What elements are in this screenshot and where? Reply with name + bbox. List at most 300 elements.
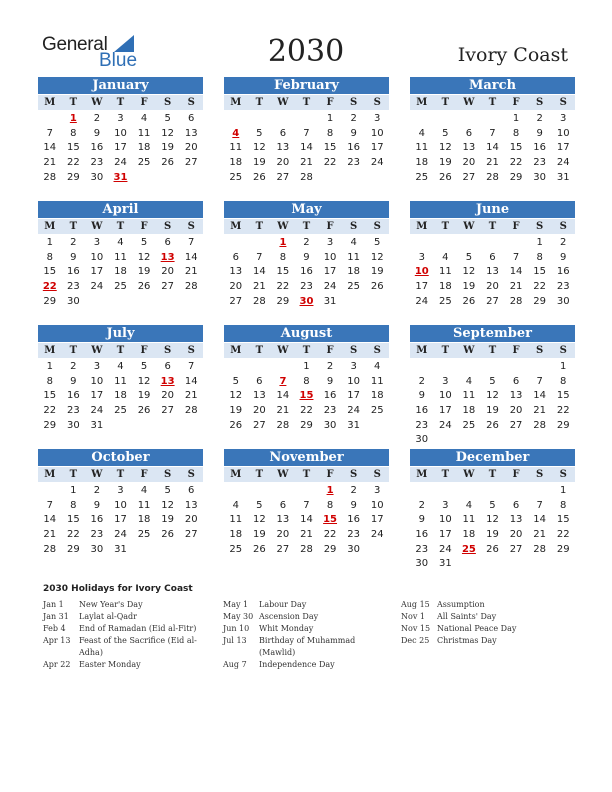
day-cell: 20 (161, 266, 174, 278)
day-cell: 21 (300, 157, 313, 169)
holiday-row (401, 623, 571, 635)
day-cell: 13 (276, 142, 290, 154)
holiday-day-cell: 25 (461, 543, 476, 555)
day-cell: 4 (117, 237, 124, 248)
day-cell: 23 (323, 405, 337, 417)
day-cell: 2 (536, 113, 543, 124)
day-cell: 16 (415, 529, 429, 541)
day-cell: 19 (486, 529, 499, 541)
day-cell: 23 (90, 157, 104, 169)
day-cell: 11 (438, 266, 452, 278)
days-grid (38, 360, 203, 433)
day-cell: 5 (489, 375, 496, 387)
day-cell: 14 (486, 142, 499, 154)
weekday-label: S (164, 469, 172, 480)
day-cell: 19 (486, 405, 499, 417)
day-cell: 28 (300, 543, 313, 555)
weekday-label: S (536, 469, 544, 480)
empty-day-cell (38, 484, 62, 499)
day-cell: 5 (374, 237, 381, 248)
day-cell: 2 (418, 375, 425, 387)
holiday-name: Feast of the Sacrifice (Eid al-Adha) (79, 636, 197, 657)
day-cell: 2 (70, 361, 77, 372)
day-cell: 13 (276, 514, 290, 526)
day-cell: 28 (533, 543, 546, 555)
day-cell: 21 (533, 529, 546, 541)
day-cell: 24 (347, 405, 360, 417)
day-cell: 14 (184, 375, 198, 387)
day-cell: 14 (533, 514, 546, 526)
day-cell: 12 (486, 390, 499, 402)
empty-day-cell (457, 112, 481, 127)
weekday-label: S (164, 221, 172, 232)
holiday-date: Jan 31 (43, 612, 69, 621)
weekday-header-row (410, 467, 575, 482)
weekday-label: S (187, 345, 195, 356)
weekday-label: T (116, 221, 125, 232)
day-cell: 9 (536, 127, 543, 139)
days-grid (410, 112, 575, 185)
day-cell: 25 (114, 405, 127, 417)
day-cell: 22 (300, 405, 313, 417)
weekday-label: T (255, 469, 264, 480)
day-cell: 6 (188, 113, 195, 124)
day-cell: 6 (279, 127, 287, 139)
holiday-row (43, 659, 213, 671)
day-cell: 30 (556, 295, 570, 307)
weekday-label: W (277, 97, 289, 108)
days-grid (38, 236, 203, 309)
holiday-row (223, 611, 393, 623)
day-cell: 10 (323, 251, 337, 263)
day-cell: 29 (323, 543, 337, 555)
month-october (38, 449, 203, 557)
empty-day-cell (410, 236, 434, 251)
day-cell: 17 (90, 266, 104, 278)
day-cell: 10 (438, 514, 452, 526)
weekday-label: S (373, 221, 381, 232)
weekday-label: M (230, 469, 242, 480)
month-february (224, 77, 389, 185)
empty-day-cell (504, 360, 528, 375)
day-cell: 2 (326, 361, 334, 372)
holiday-row (223, 635, 393, 659)
day-cell: 9 (326, 375, 334, 387)
month-may (224, 201, 389, 309)
month-june (410, 201, 575, 309)
holiday-date: Nov 15 (401, 624, 431, 633)
day-cell: 26 (370, 281, 384, 293)
weekday-label: T (488, 345, 497, 356)
weekday-label: M (44, 469, 56, 480)
empty-day-cell (481, 484, 505, 499)
month-header: June (410, 201, 575, 218)
day-cell: 11 (137, 499, 151, 511)
day-cell: 27 (486, 295, 499, 307)
holiday-date: May 1 (223, 600, 249, 609)
holiday-name: Ascension Day (259, 612, 319, 621)
holiday-day-cell: 22 (42, 281, 57, 293)
day-cell: 4 (465, 375, 473, 387)
weekday-label: W (91, 345, 103, 356)
day-cell: 22 (43, 405, 57, 417)
day-cell: 16 (300, 266, 313, 278)
holiday-name: End of Ramadan (Eid al-Fitr) (79, 624, 197, 633)
day-cell: 24 (90, 281, 104, 293)
day-cell: 23 (533, 157, 546, 169)
day-cell: 7 (256, 251, 263, 263)
day-cell: 28 (486, 171, 499, 183)
day-cell: 24 (370, 157, 384, 169)
day-cell: 6 (164, 361, 171, 372)
day-cell: 28 (533, 419, 546, 431)
day-cell: 20 (229, 281, 243, 293)
weekday-label: F (512, 97, 520, 108)
weekday-label: S (187, 469, 195, 480)
day-cell: 25 (229, 543, 243, 555)
weekday-label: S (187, 221, 195, 232)
weekday-label: S (350, 97, 358, 108)
weekday-header-row (224, 467, 389, 482)
weekday-label: T (69, 97, 78, 108)
day-cell: 7 (303, 499, 310, 511)
day-cell: 7 (303, 127, 310, 139)
day-cell: 10 (347, 375, 360, 387)
empty-day-cell (434, 236, 458, 251)
day-cell: 21 (184, 266, 198, 278)
day-cell: 1 (560, 485, 567, 496)
day-cell: 12 (137, 251, 151, 263)
day-cell: 29 (66, 171, 80, 183)
weekday-label: M (416, 97, 428, 108)
weekday-label: T (302, 469, 311, 480)
empty-day-cell (248, 484, 272, 499)
day-cell: 7 (46, 127, 53, 139)
weekday-label: F (140, 345, 148, 356)
day-cell: 17 (370, 142, 384, 154)
weekday-label: W (463, 345, 475, 356)
day-cell: 9 (70, 375, 77, 387)
day-cell: 25 (229, 171, 243, 183)
holiday-day-cell: 13 (160, 251, 175, 263)
day-cell: 6 (279, 499, 287, 511)
holiday-date: Aug 7 (223, 660, 247, 669)
day-cell: 30 (415, 558, 429, 570)
weekday-label: M (416, 469, 428, 480)
day-cell: 26 (486, 419, 499, 431)
empty-day-cell (248, 112, 272, 127)
weekday-label: M (230, 97, 242, 108)
day-cell: 18 (370, 390, 384, 402)
day-cell: 27 (509, 419, 523, 431)
day-cell: 16 (415, 405, 429, 417)
holiday-day-cell: 31 (113, 171, 128, 183)
day-cell: 11 (229, 514, 243, 526)
weekday-label: M (44, 221, 56, 232)
weekday-header-row (410, 219, 575, 234)
day-cell: 15 (509, 142, 523, 154)
day-cell: 24 (90, 405, 104, 417)
month-november (224, 449, 389, 557)
holiday-date: Apr 13 (43, 636, 71, 645)
empty-day-cell (271, 484, 295, 499)
empty-day-cell (410, 360, 434, 375)
empty-day-cell (248, 360, 272, 375)
day-cell: 26 (438, 171, 452, 183)
weekday-label: F (140, 469, 148, 480)
day-cell: 12 (462, 266, 476, 278)
month-header: November (224, 449, 389, 466)
day-cell: 1 (512, 113, 520, 124)
day-cell: 18 (438, 281, 452, 293)
holiday-row (43, 635, 213, 659)
day-cell: 6 (489, 251, 496, 263)
day-cell: 12 (252, 514, 266, 526)
day-cell: 23 (66, 405, 80, 417)
day-cell: 8 (512, 127, 520, 139)
day-cell: 23 (347, 529, 360, 541)
holiday-day-cell: 15 (323, 514, 338, 526)
day-cell: 8 (303, 375, 310, 387)
year-title: 2030 (267, 34, 345, 69)
month-header: April (38, 201, 203, 218)
holiday-day-cell: 13 (160, 375, 175, 387)
empty-day-cell (457, 360, 481, 375)
day-cell: 29 (300, 419, 313, 431)
day-cell: 7 (188, 237, 195, 248)
day-cell: 3 (93, 237, 101, 248)
day-cell: 10 (114, 127, 127, 139)
day-cell: 22 (509, 157, 523, 169)
holiday-name: Assumption (437, 600, 485, 609)
holiday-row (223, 659, 393, 671)
weekday-label: T (488, 97, 497, 108)
day-cell: 9 (560, 251, 567, 263)
day-cell: 5 (164, 113, 171, 124)
day-cell: 24 (438, 419, 452, 431)
weekday-label: T (116, 97, 125, 108)
holiday-day-cell: 15 (299, 390, 314, 402)
weekday-label: S (536, 97, 544, 108)
logo-blue-text: Blue (99, 50, 138, 71)
day-cell: 31 (556, 171, 570, 183)
day-cell: 18 (229, 529, 243, 541)
day-cell: 23 (415, 419, 429, 431)
weekday-label: S (350, 469, 358, 480)
weekday-header-row (38, 95, 203, 110)
day-cell: 3 (442, 375, 449, 387)
day-cell: 8 (536, 251, 543, 263)
day-cell: 14 (276, 390, 290, 402)
day-cell: 25 (415, 171, 429, 183)
day-cell: 15 (66, 514, 80, 526)
empty-day-cell (434, 360, 458, 375)
day-cell: 19 (161, 142, 174, 154)
empty-day-cell (434, 484, 458, 499)
holiday-date: Feb 4 (43, 624, 66, 633)
weekday-label: W (277, 345, 289, 356)
day-cell: 27 (184, 529, 198, 541)
holiday-name: Laylat al-Qadr (79, 612, 137, 621)
weekday-label: W (277, 469, 289, 480)
day-cell: 27 (276, 171, 290, 183)
day-cell: 9 (70, 251, 77, 263)
holiday-date: Aug 15 (401, 600, 430, 609)
day-cell: 7 (489, 127, 496, 139)
month-march (410, 77, 575, 185)
holiday-name: National Peace Day (437, 624, 517, 633)
day-cell: 2 (418, 499, 425, 511)
day-cell: 8 (70, 499, 77, 511)
day-cell: 11 (370, 375, 384, 387)
day-cell: 29 (533, 295, 546, 307)
day-cell: 2 (303, 237, 310, 248)
weekday-label: T (302, 97, 311, 108)
weekday-label: S (536, 221, 544, 232)
day-cell: 3 (374, 485, 381, 496)
weekday-label: T (302, 221, 311, 232)
weekday-label: S (350, 345, 358, 356)
day-cell: 7 (46, 499, 53, 511)
day-cell: 1 (560, 361, 567, 372)
day-cell: 26 (137, 405, 151, 417)
day-cell: 12 (370, 251, 384, 263)
weekday-label: T (116, 469, 125, 480)
weekday-header-row (224, 219, 389, 234)
day-cell: 13 (509, 390, 523, 402)
weekday-label: S (559, 345, 567, 356)
day-cell: 18 (114, 390, 127, 402)
day-cell: 2 (70, 237, 77, 248)
day-cell: 28 (276, 419, 290, 431)
empty-day-cell (38, 112, 62, 127)
empty-day-cell (457, 484, 481, 499)
day-cell: 19 (462, 281, 476, 293)
day-cell: 30 (415, 434, 429, 446)
weekday-label: S (373, 345, 381, 356)
day-cell: 31 (114, 543, 127, 555)
day-cell: 11 (415, 142, 429, 154)
day-cell: 4 (350, 237, 357, 248)
day-cell: 2 (93, 485, 101, 496)
month-header: January (38, 77, 203, 94)
empty-day-cell (410, 112, 434, 127)
days-grid (410, 360, 575, 448)
day-cell: 10 (370, 127, 384, 139)
month-september (410, 325, 575, 448)
weekday-label: M (416, 345, 428, 356)
day-cell: 21 (43, 529, 57, 541)
weekday-label: T (69, 221, 78, 232)
day-cell: 1 (46, 361, 53, 372)
day-cell: 10 (90, 375, 104, 387)
day-cell: 22 (556, 529, 570, 541)
day-cell: 28 (252, 295, 266, 307)
days-grid (410, 236, 575, 309)
day-cell: 4 (374, 361, 381, 372)
weekday-label: M (44, 97, 56, 108)
holiday-date: May 30 (223, 612, 254, 621)
day-cell: 20 (276, 529, 290, 541)
day-cell: 16 (323, 390, 337, 402)
day-cell: 27 (161, 405, 174, 417)
day-cell: 10 (90, 251, 104, 263)
day-cell: 30 (323, 419, 337, 431)
day-cell: 26 (486, 543, 499, 555)
day-cell: 20 (509, 529, 523, 541)
day-cell: 13 (184, 499, 198, 511)
day-cell: 5 (164, 485, 171, 496)
day-cell: 7 (188, 361, 195, 372)
day-cell: 16 (90, 514, 104, 526)
day-cell: 25 (438, 295, 452, 307)
weekday-label: T (441, 345, 450, 356)
day-cell: 8 (70, 127, 77, 139)
day-cell: 21 (276, 405, 290, 417)
holiday-date: Jan 1 (43, 600, 64, 609)
day-cell: 27 (161, 281, 174, 293)
day-cell: 18 (229, 157, 243, 169)
day-cell: 31 (323, 295, 337, 307)
day-cell: 17 (438, 405, 452, 417)
day-cell: 23 (415, 543, 429, 555)
day-cell: 25 (462, 419, 476, 431)
day-cell: 18 (114, 266, 127, 278)
weekday-label: F (140, 221, 148, 232)
day-cell: 28 (43, 171, 57, 183)
day-cell: 17 (114, 514, 127, 526)
day-cell: 12 (438, 142, 452, 154)
day-cell: 23 (556, 281, 570, 293)
day-cell: 30 (533, 171, 546, 183)
day-cell: 3 (117, 113, 124, 124)
day-cell: 23 (347, 157, 360, 169)
day-cell: 11 (462, 390, 476, 402)
weekday-label: T (255, 345, 264, 356)
day-cell: 28 (43, 543, 57, 555)
month-july (38, 325, 203, 433)
day-cell: 12 (252, 142, 266, 154)
day-cell: 25 (370, 405, 384, 417)
day-cell: 9 (93, 499, 101, 511)
empty-day-cell (224, 112, 248, 127)
day-cell: 3 (326, 237, 334, 248)
holiday-date: Jun 10 (223, 624, 250, 633)
weekday-label: S (559, 469, 567, 480)
day-cell: 25 (347, 281, 360, 293)
weekday-label: T (116, 345, 125, 356)
day-cell: 21 (43, 157, 57, 169)
day-cell: 29 (43, 295, 57, 307)
weekday-label: T (441, 469, 450, 480)
day-cell: 18 (347, 266, 360, 278)
day-cell: 1 (536, 237, 543, 248)
day-cell: 20 (462, 157, 476, 169)
day-cell: 19 (229, 405, 243, 417)
holiday-date: Jul 13 (223, 636, 247, 645)
day-cell: 25 (137, 157, 151, 169)
holiday-name: All Saints' Day (437, 612, 497, 621)
month-january (38, 77, 203, 185)
empty-day-cell (295, 484, 319, 499)
day-cell: 16 (556, 266, 570, 278)
day-cell: 18 (415, 157, 429, 169)
day-cell: 22 (533, 281, 546, 293)
day-cell: 8 (560, 375, 567, 387)
day-cell: 17 (556, 142, 570, 154)
month-header: October (38, 449, 203, 466)
weekday-label: F (512, 221, 520, 232)
